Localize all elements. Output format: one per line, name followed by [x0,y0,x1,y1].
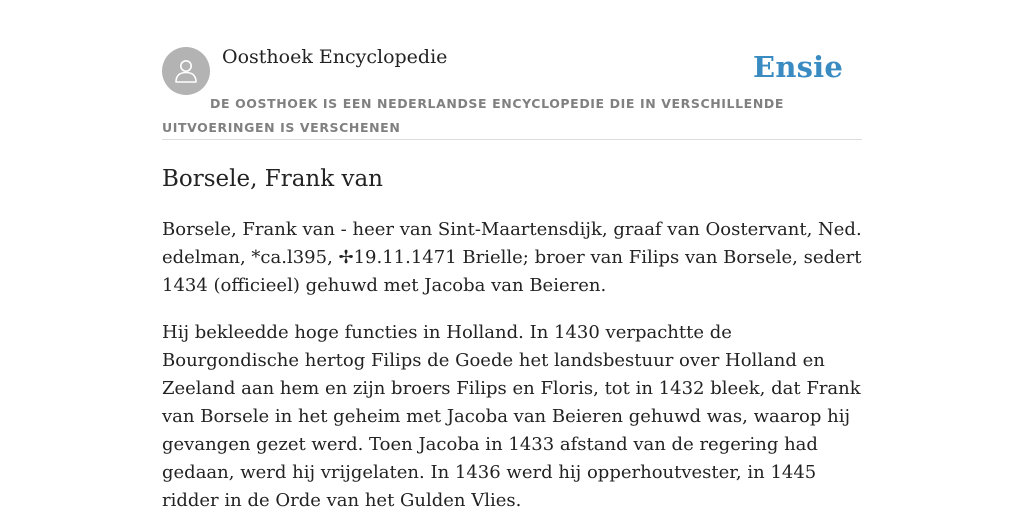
site-header [162,0,862,140]
article-title: Borsele, Frank van [162,166,383,192]
article-paragraph-2: Hij bekleedde hoge functies in Holland. In 1430 verpachtte de Bourgondische hertog Filips de Goede het landsbestuur over Holland en Zeeland aan hem en zijn broers Filips en Floris, tot in 1432 bleek, dat Frank van Borsele in het geheim met Jacoba van Beieren gehuwd was, waarop hij gevangen gezet werd. Toen Jacoba in 1433 afstand van de regering had gedaan, werd hij vrijgelaten. In 1436 werd hij opperhoutvester, in 1445 ridder in de Orde van het Gulden Vlies. [162,322,861,511]
user-icon [171,56,201,86]
brand-logo[interactable]: Ensie [753,50,843,84]
avatar[interactable] [162,47,210,95]
page-container [162,0,862,512]
site-tagline: DE OOSTHOEK IS EEN NEDERLANDSE ENCYCLOPEDIE DIE IN VERSCHILLENDE UITVOERINGEN IS VERSCHENEN [162,96,784,135]
article-paragraph-1: Borsele, Frank van - heer van Sint-Maartensdijk, graaf van Oostervant, Ned. edelman, *ca.l395, ✢19.11.1471 Brielle; broer van Filips van Borsele, sedert 1434 (officieel) gehuwd met Jacoba van Beieren. [162,219,862,296]
site-title[interactable]: Oosthoek Encyclopedie [222,46,448,68]
